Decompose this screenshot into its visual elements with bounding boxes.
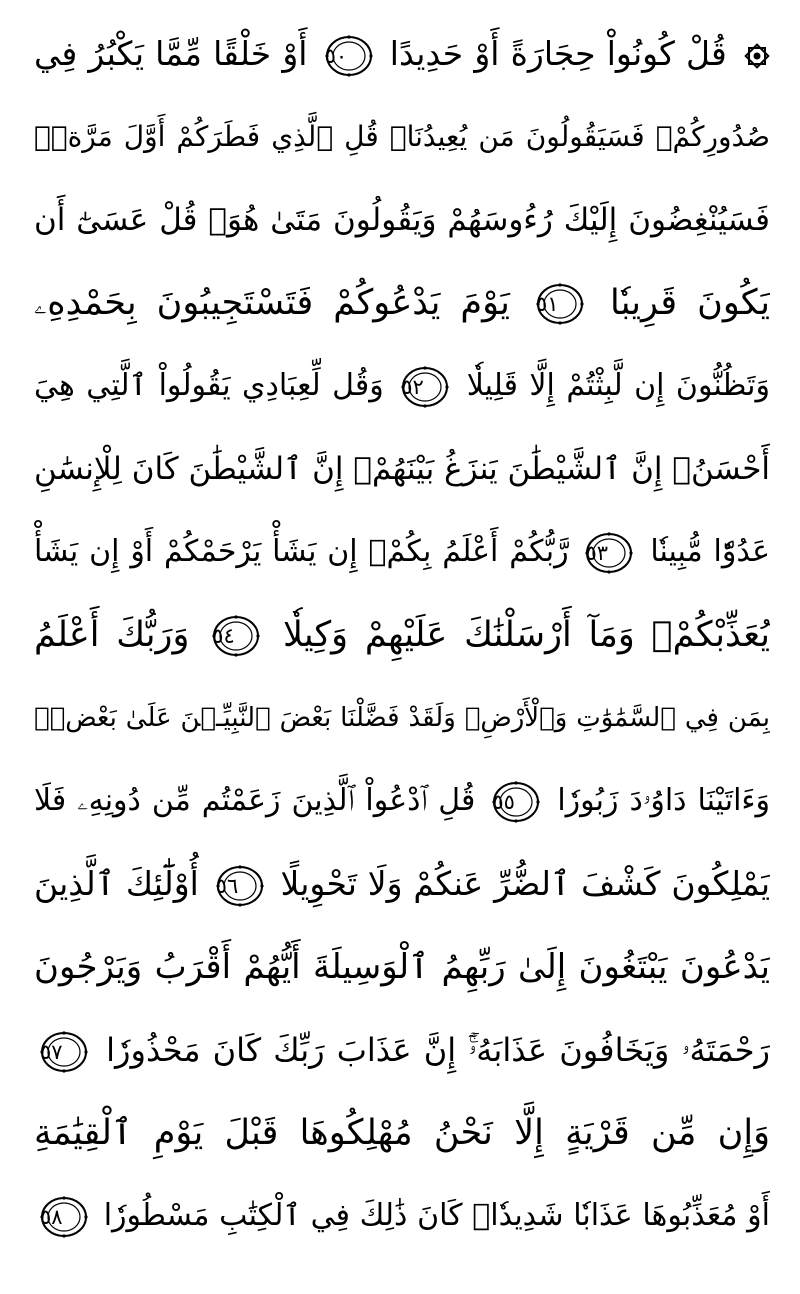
ayah-number: ٥١ [535, 292, 559, 316]
text-line [34, 593, 770, 677]
ayah-number-marker [585, 531, 633, 575]
ayah-number: ٥٦ [215, 873, 239, 898]
ayah-number: ٥٧ [40, 1040, 63, 1064]
verse-text: أَوْ مُعَذِّبُوهَا عَذَابٗا شَدِيدٗاۚ كَانَ ذَٰلِكَ فِي ٱلْكِتَٰبِ مَسْطُورٗا [103, 1198, 770, 1233]
ayah-number: ٥٨ [40, 1204, 63, 1229]
text-line [34, 676, 770, 760]
verse-text: رَحْمَتَهُۥ وَيَخَافُونَ عَذَابَهُۥٓۚ إِنَّ عَذَابَ رَبِّكَ كَانَ مَحْذُورٗا [106, 1031, 770, 1069]
text-line [34, 925, 770, 1009]
text-line [34, 1174, 770, 1258]
text-line [34, 95, 770, 179]
verse-text: يَدْعُونَ يَبْتَغُونَ إِلَىٰ رَبِّهِمُ ٱلْوَسِيلَةَ أَيُّهُمْ أَقْرَبُ وَيَرْجُونَ [34, 947, 770, 987]
ayah-number-marker [492, 780, 540, 824]
verse-text: قُلْ كُونُواْ حِجَارَةً أَوْ حَدِيدًا [389, 34, 727, 73]
ayah-number-marker [216, 864, 264, 908]
ayah-number-marker [536, 282, 584, 326]
verse-text: وَتَظُنُّونَ إِن لَّبِثْتُمْ إِلَّا قَلِيلٗا [466, 368, 770, 403]
verse-text: بِمَن فِي ٱلسَّمَٰوَٰتِ وَٱلْأَرْضِۗ وَلَقَدْ فَضَّلْنَا بَعْضَ ٱلنَّبِيِّـۧنَ عَلَىٰ بَعْضٖۖ [34, 703, 770, 733]
text-line [34, 178, 770, 262]
verse-text: يُعَذِّبْكُمْۚ وَمَآ أَرْسَلْنَٰكَ عَلَيْهِمْ وَكِيلٗا [283, 615, 770, 655]
ayah-number-marker [325, 34, 373, 78]
verse-text: يَكُونَ قَرِيبٗا [610, 283, 770, 323]
ayah-number-marker [401, 365, 449, 409]
verse-text: وَرَبُّكَ أَعْلَمُ [34, 615, 190, 655]
ayah-number: ٥٤ [212, 624, 235, 648]
ayah-number-marker [212, 614, 260, 658]
verse-text: يَوْمَ يَدْعُوكُمْ فَتَسْتَجِيبُونَ بِحَمْدِهِۦ [34, 283, 510, 323]
ayah-number-marker [40, 1030, 88, 1074]
verse-text: قُلِ ٱدْعُواْ ٱلَّذِينَ زَعَمْتُم مِّن دُونِهِۦ فَلَا [34, 783, 476, 818]
ayah-number-marker [40, 1195, 88, 1239]
text-line [34, 1091, 770, 1175]
ayah-number: ٥٢ [401, 374, 424, 399]
text-line [34, 344, 770, 428]
text-line [34, 510, 770, 594]
verse-text: وَءَاتَيْنَا دَاوُۥدَ زَبُورٗا [557, 783, 770, 818]
verse-text: أَوْ خَلْقًا مِّمَّا يَكْبُرُ فِي [34, 34, 308, 73]
text-line [34, 12, 770, 96]
rub-el-hizb-icon [744, 43, 770, 69]
verse-text: عَدُوّٗا مُّبِينٗا [650, 534, 770, 569]
verse-text: أُوْلَٰٓئِكَ ٱلَّذِينَ [34, 864, 199, 903]
verse-text: رَّبُّكُمْ أَعْلَمُ بِكُمْۖ إِن يَشَأْ يَرْحَمْكُمْ أَوْ إِن يَشَأْ [34, 534, 569, 569]
text-line [34, 1008, 770, 1092]
verse-text: وَقُل لِّعِبَادِي يَقُولُواْ ٱلَّتِي هِيَ [34, 368, 384, 403]
text-line [34, 759, 770, 843]
verse-text: وَإِن مِّن قَرْيَةٍ إِلَّا نَحْنُ مُهْلِكُوهَا قَبْلَ يَوْمِ ٱلْقِيَٰمَةِ [34, 1113, 770, 1153]
text-line [34, 427, 770, 511]
verse-text: صُدُورِكُمْۚ فَسَيَقُولُونَ مَن يُعِيدُنَاۖ قُلِ ٱلَّذِي فَطَرَكُمْ أَوَّلَ مَرَّةٖۚ [34, 120, 770, 153]
ayah-number: ٥٠ [324, 43, 348, 68]
verse-text: يَمْلِكُونَ كَشْفَ ٱلضُّرِّ عَنكُمْ وَلَا تَحْوِيلًا [280, 864, 770, 903]
text-line [34, 261, 770, 345]
ayah-number: ٥٥ [492, 789, 515, 814]
ayah-number: ٥٣ [585, 540, 609, 565]
text-line [34, 842, 770, 926]
verse-text: فَسَيُنْغِضُونَ إِلَيْكَ رُءُوسَهُمْ وَيَقُولُونَ مَتَىٰ هُوَۖ قُلْ عَسَىٰٓ أَن [34, 202, 770, 238]
verse-text: أَحْسَنُۚ إِنَّ ٱلشَّيْطَٰنَ يَنزَغُ بَيْنَهُمْۚ إِنَّ ٱلشَّيْطَٰنَ كَانَ لِلْإِنسَٰنِ [34, 451, 770, 487]
